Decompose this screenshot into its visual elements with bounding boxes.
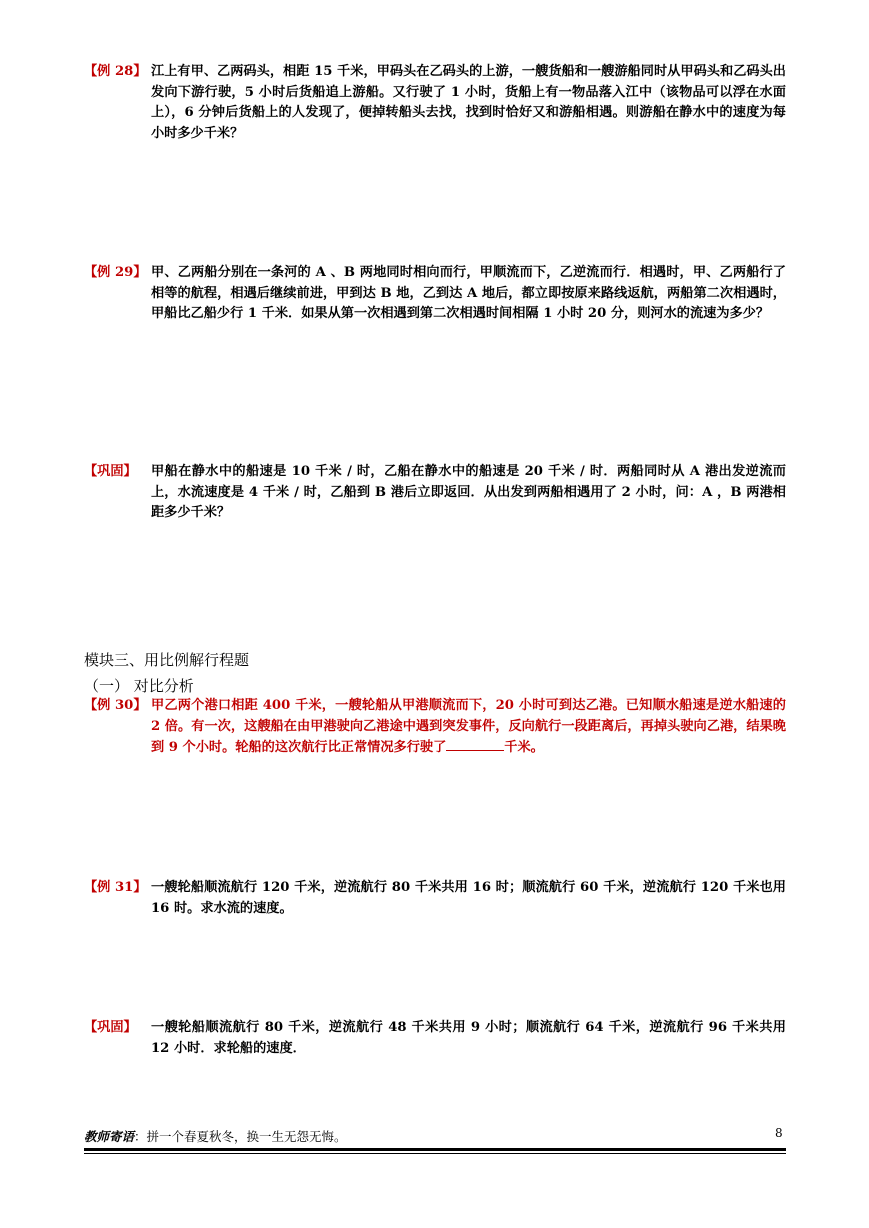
problem-example-29: [84, 263, 786, 325]
footer-motto: [84, 1127, 347, 1145]
footer-label: 教师寄语: [84, 1129, 135, 1144]
page-number: 8: [775, 1126, 783, 1140]
problem-example-28: [84, 62, 786, 144]
problem-text: 江上有甲、乙两码头，相距 15 千米，甲码头在乙码头的上游，一艘货船和一艘游船同时从甲码头和乙码头出发向下游行驶，5 小时后货船追上游船。又行驶了 1 小时，货船上有一物品落入江中（该物品可以浮在水面上），6 分钟后货船上的人发现了，便掉转船头去找，找到时恰好又和游船相遇。则游船在静水中的速度为每小时多少千米？: [151, 64, 786, 141]
problem-example-30: [84, 696, 786, 759]
problem-text: 一艘轮船顺流航行 80 千米，逆流航行 48 千米共用 9 小时；顺流航行 64 千米，逆流航行 96 千米共用 12 小时．求轮船的速度．: [151, 1020, 786, 1056]
problem-tag: 【例 28】: [84, 64, 147, 79]
problem-text: 一艘轮船顺流航行 120 千米，逆流航行 80 千米共用 16 时；顺流航行 60 千米，逆流航行 120 千米也用 16 时。求水流的速度。: [151, 880, 786, 916]
problem-text: [151, 696, 786, 759]
footer-rule-thin: [84, 1153, 786, 1154]
footer-colon: ：: [134, 1129, 147, 1144]
section-subtitle: （一） 对比分析: [84, 677, 194, 695]
problem-tag: 【巩固】: [84, 464, 137, 479]
problem-practice-2: [84, 1018, 786, 1059]
problem-tag: 【例 31】: [84, 880, 147, 895]
problem-text: 甲船在静水中的船速是 10 千米 / 时，乙船在静水中的船速是 20 千米 / 时．两船同时从 A 港出发逆流而上，水流速度是 4 千米 / 时，乙船到 B 港后立即返回．从出发到两船相遇用了 2 小时，问：A ，B 两港相距多少千米？: [151, 464, 786, 520]
problem-text-before: 甲乙两个港口相距 400 千米，一艘轮船从甲港顺流而下，20 小时可到达乙港。已知顺水船速是逆水船速的 2 倍。有一次，这艘船在由甲港驶向乙港途中遇到突发事件，反向航行一段距离后，再掉头驶向乙港，结果晚到 9 个小时。轮船的这次航行比正常情况多行驶了: [151, 698, 786, 755]
problem-practice-1: [84, 462, 786, 524]
problem-text: 甲、乙两船分别在一条河的 A 、B 两地同时相向而行，甲顺流而下，乙逆流而行．相遇时，甲、乙两船行了相等的航程，相遇后继续前进，甲到达 B 地，乙到达 A 地后，都立即按原来路线返航，两船第二次相遇时，甲船比乙船少行 1 千米．如果从第一次相遇到第二次相遇时间相隔 1 小时 20 分，则河水的流速为多少？: [151, 265, 786, 321]
module-title: 模块三、用比例解行程题: [84, 651, 250, 669]
problem-example-31: [84, 878, 786, 919]
footer-rule-thick: [84, 1148, 786, 1151]
problem-tag: 【例 30】: [84, 698, 147, 713]
problem-tag: 【例 29】: [84, 265, 147, 280]
problem-tag: 【巩固】: [84, 1020, 137, 1035]
problem-text-after: 千米。: [504, 740, 544, 755]
footer-motto-text: 拼一个春夏秋冬，换一生无怨无悔。: [146, 1129, 347, 1144]
answer-blank: [446, 737, 504, 751]
